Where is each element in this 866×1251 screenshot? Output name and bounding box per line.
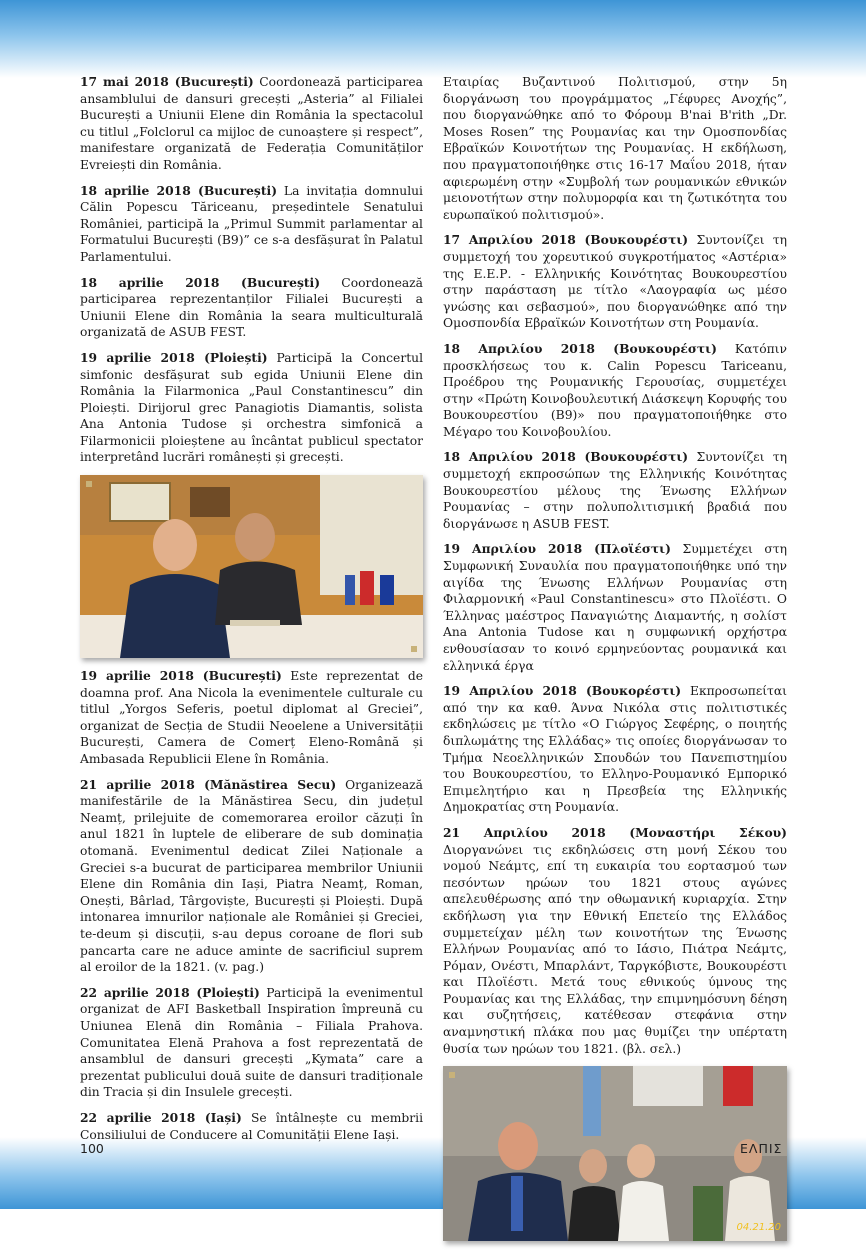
entry-gr-6: 21 Απριλίου 2018 (Μοναστήρι Σέκου) Διοργανώνει τις εκδηλώσεις στη μονή Σέκου του νομού Νεάμτς, επί τη ευκαιρία του εορτασμού των πεσόντων ηρώων του 1821 στους αγώνες απελευθέρωσης από την οθωμανική κυριαρχία. Στην εκδήλωση για την Εθνική Επετείο της Ελλάδος συμμετείχαν μέλη των κοινοτήτων της Ένωσης Ελλήνων Ρουμανίας από το Ιάσιο, Πιάτρα Νεάμτς, Ρόμαν, Ονέστι, Μπαρλάντ, Ταργκόβιστε, Βουκουρέστι και Πλοϊέστι. Μετά τους εθνικούς ύμνους της Ρουμανίας και της Ελλάδας, την επιμνημόσυνη δέηση και συζητήσεις, κατέθεσαν στεφάνια στην αναμνηστική πλάκα που μας θυμίζει την υπέρτατη θυσία των ηρώων του 1821. (βλ. σελ.)	[443, 824, 787, 1056]
photo-corner-decoration	[411, 646, 417, 652]
entry-ro-5: 19 aprilie 2018 (București) Este reprezentat de doamna prof. Ana Nicola la evenimentele culturale cu titlul „Yorgos Seferis, poetul diplomat al Greciei”, organizat de Secția de Studii Neoelene a Universității București, Camera de Comerț Eleno-Română și Ambasada Republicii Elene în România.	[80, 668, 423, 767]
entry-ro-3: 18 aprilie 2018 (București) Coordonează participarea reprezentanților Filialei București a Uniunii Elene din România la seara multiculturală organizată de ASUB FEST.	[80, 274, 423, 340]
entry-gr-5: 19 Απριλίου 2018 (Βουκορέστι) Εκπροσωπείται από την κα καθ. Άννα Νικόλα στις πολιτιστικές εκδηλώσεις με τίτλο «Ο Γιώργος Σεφέρης, ο ποιητής διπλωμάτης της Ελλάδας» τις οποίες διοργάνωσαν το Τμήμα Νεοελληνικών Σπουδών του Πανεπιστημίου του Βουκουρεστίου, το Ελληνο-Ρουμανικό Εμπορικό Επιμελητήριο και η Πρεσβεία της Ελληνικής Δημοκρατίας στη Ρουμανία.	[443, 683, 787, 815]
entry-ro-6: 21 aprilie 2018 (Mănăstirea Secu) Organizează manifestările de la Mănăstirea Secu, din județul Neamț, prilejuite de comemorarea eroilor căzuți în anul 1821 în luptele de eliberare de sub dominația otomană. Evenimentul dedicat Zilei Naționale a Greciei s-a bucurat de participarea membrilor Uniunii Elene din România din Iași, Piatra Neamț, Roman, Onești, Bârlad, Târgoviște, București și Ploiești. După intonarea imnurilor naționale ale României și Greciei, te-deum și discuții, s-au depus coroane de flori sub pancarta care ne aduce aminte de sacrificiul suprem al eroilor de la 1821. (v. pag.)	[80, 776, 423, 975]
ceremony-crowd-photo-icon	[443, 1066, 787, 1241]
photo-date-stamp: 04.21.20	[736, 1221, 781, 1233]
entry-ro-1: 17 mai 2018 (București) Coordonează participarea ansamblului de dansuri grecești „Asteria” al Filialei București a Uniunii Elene din România la spectacolul cu titlul „Folclorul ca mijloc de cunoaștere și respect”, manifestare organizată de Federația Comunităților Evreiești din România.	[80, 74, 423, 172]
entry-gr-continuation: Εταιρίας Βυζαντινού Πολιτισμού, στην 5η διοργάνωση του προγράμματος „Γέφυρες Ανοχής”, που διοργανώθηκε από το Φόρουμ B'nai B'rith „Dr. Moses Rosen” της Ρουμανίας και την Ομοσπονδίας Εβραϊκών Κοινοτήτων της Ρουμανίας. Η εκδήλωση, που πραγματοποιήθηκε στις 16-17 Μαΐου 2018, ήταν αφιερωμένη στην «Συμβολή των ρουμανικών εθνικών μειονοτήτων στην πολυμορφία και τη ζωτικότητα του ευρωπαϊκού πολιτισμού».	[443, 75, 787, 222]
office-meeting-photo-icon	[80, 475, 423, 658]
entry-gr-1: 17 Απριλίου 2018 (Βουκουρέστι) Συντονίζει τη συμμετοχή του χορευτικού συγκροτήματος «Αστέρια» της Ε.Ε.Ρ. - Ελληνικής Κοινότητας Βουκουρεστίου στην παράσταση με τίτλο «Λαογραφία ως μέσο γνώσης και σεβασμού», που διοργανώθηκε από την Ομοσπονδία Εβραϊκών Κοινοτήτων στη Ρουμανία.	[443, 232, 787, 331]
right-column	[443, 74, 787, 1251]
entry-gr-4: 19 Απριλίου 2018 (Πλοϊέστι) Συμμετέχει στη Συμφωνική Συναυλία που πραγματοποιήθηκε υπό την αιγίδα της Ένωσης Ελλήνων Ρουμανίας στη Φιλαρμονική «Paul Constantinescu» στο Πλοϊέστι. Ο Έλληνας μαέστρος Παναγιώτης Διαμαντής, η σολίστ Ana Antonia Tudose και η συμφωνική ορχήστρα ενθουσίασαν το κοινό ερμηνεύοντας ρουμανικά και ελληνικά έργα	[443, 541, 787, 673]
running-title: ΕΛΠΙΣ	[740, 1141, 783, 1156]
entry-ro-8: 22 aprilie 2018 (Iași) Se întâlnește cu membrii Consiliului de Conducere al Comunității Elene Iași.	[80, 1109, 423, 1142]
entry-gr-3: 18 Απριλίου 2018 (Βουκουρέστι) Συντονίζει τη συμμετοχή εκπροσώπων της Ελληνικής Κοινότητας Βουκουρεστίου μέλους της Ένωσης Ελλήνων Ρουμανίας – στην πολυπολιτισμική βραδιά που διοργάνωσε η ASUB FEST.	[443, 449, 787, 531]
page-number: 100	[80, 1141, 104, 1156]
photo-corner-decoration	[86, 481, 92, 487]
top-gradient-band	[0, 0, 866, 78]
entry-ro-4: 19 aprilie 2018 (Ploiești) Participă la Concertul simfonic desfășurat sub egida Uniunii Elene din România la Filarmonica „Paul Constantinescu” din Ploiești. Dirijorul grec Panagiotis Diamantis, solista Ana Antonia Tudose și orchestra simfonică a Filarmonicii ploieștene au încântat publicul spectator interpretând lucrări românești și grecești.	[80, 349, 424, 465]
entry-ro-2: 18 aprilie 2018 (București) La invitația domnului Călin Popescu Tăriceanu, președintele Senatului României, participă la „Primul Summit parlamentar al Formatului București (B9)” ce s-a desfășurat în Palatul Parlamentului.	[80, 182, 423, 264]
photo-corner-decoration	[449, 1072, 455, 1078]
ceremony-photo	[443, 1066, 787, 1241]
meeting-photo	[80, 475, 423, 658]
entry-gr-2: 18 Απριλίου 2018 (Βουκουρέστι) Κατόπιν προσκλήσεως του κ. Calin Popescu Tariceanu, Προέδρου της Ρουμανικής Γερουσίας, συμμετέχει στην «Πρώτη Κοινοβουλευτική Διάσκεψη Κορυφής του Βουκουρεστίου (B9)» που πραγματοποιήθηκε στο Μέγαρο του Κοινοβουλίου.	[443, 340, 787, 439]
entry-ro-7: 22 aprilie 2018 (Ploiești) Participă la evenimentul organizat de AFI Basketball Inspiration împreună cu Uniunea Elenă din România – Filiala Prahova. Comunitatea Elenă Prahova a fost reprezentată de ansamblul de dansuri grecești „Kymata” care a prezentat publicului două suite de dansuri tradiționale din Tracia și din Insulele grecești.	[80, 984, 424, 1100]
left-column	[80, 74, 423, 1152]
